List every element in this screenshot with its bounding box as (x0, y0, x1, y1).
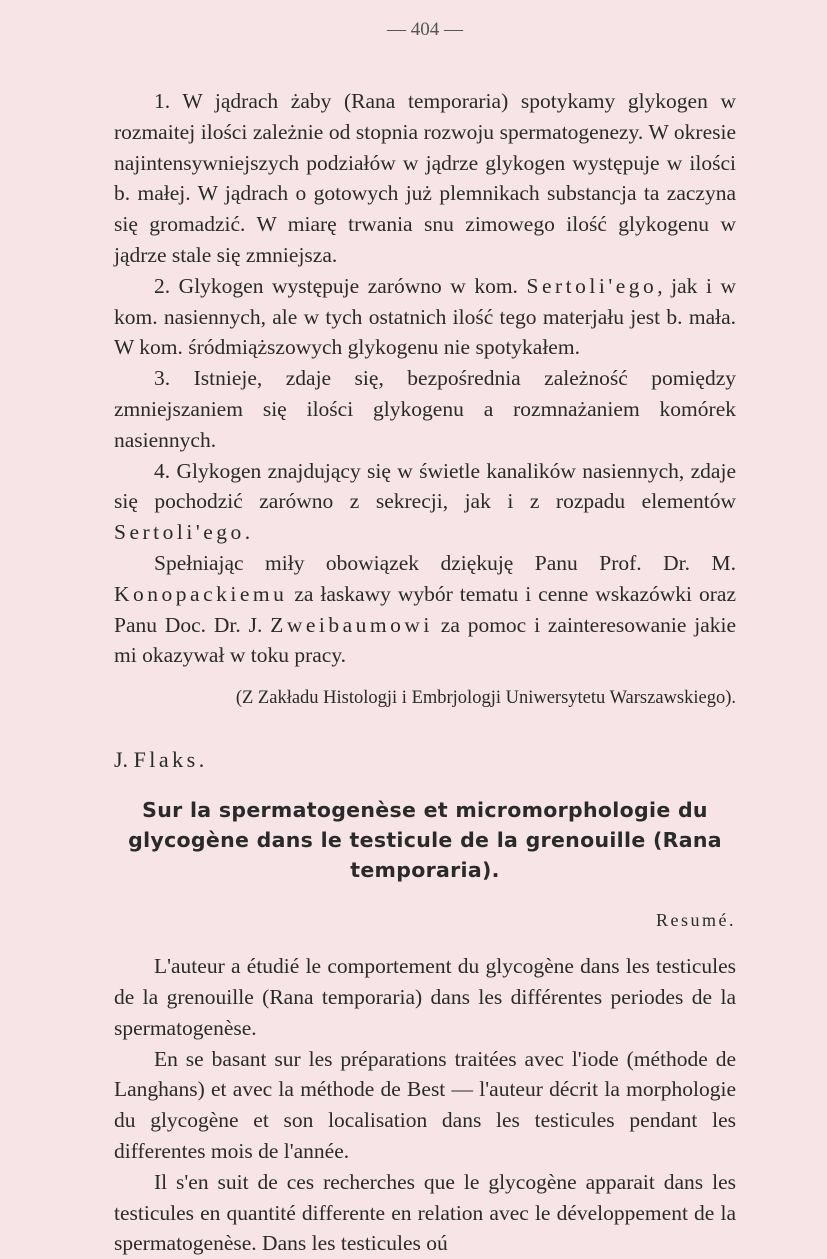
conclusion-1: 1. W jądrach żaby (Rana temporaria) spotykamy glykogen w rozmaitej ilości zależnie od stopnia rozwoju spermatogenezy. W okresie najintensywniejszych podziałów w jądrze glykogen występuje w ilości b. małej. W jądrach o gotowych już plemnikach substancja ta zaczyna się gromadzić. W miarę trwania snu zimowego ilość glykogenu w jądrze stale się zmniejsza. (114, 89, 736, 267)
ack-name-konopacki: Konopackiemu (114, 581, 288, 606)
ack-text-2: za łaskawy wybór tematu i cenne wskazówki oraz Panu Doc. Dr. J. (114, 581, 736, 637)
ack-name-zweibaum: Zweibaumowi (270, 612, 433, 637)
conclusion-2-text-a: 2. Glykogen występuje zarówno w kom. (154, 273, 527, 298)
page-number: — 404 — (387, 19, 463, 40)
conclusion-4 (114, 456, 736, 548)
resume-paragraph-2: En se basant sur les préparations traitées avec l'iode (méthode de Langhans) et avec la méthode de Best — l'auteur décrit la morphologie du glycogène et son localisation dans les testicules pendant les differentes mois de l'année. (114, 1046, 736, 1163)
author-name (114, 745, 736, 775)
french-title: Sur la spermatogenèse et micromorphologie du glycogène dans le testicule de la grenouille (Rana temporaria). (128, 798, 722, 883)
author-surname: Flaks. (133, 747, 208, 773)
resume-label: Resumé. (656, 910, 736, 931)
conclusion-2 (114, 271, 736, 363)
sertoli-name: Sertoli'ego (114, 520, 245, 545)
author-initial: J. (114, 747, 134, 773)
conclusion-4-text-a: 4. Glykogen znajdujący się w świetle kanalików nasiennych, zdaje się pochodzić zarówno z sekrecji, jak i z rozpadu elementów (114, 458, 736, 514)
conclusion-2-text-b: , jak i w kom. nasiennych, ale w tych ostatnich ilość tego materjału jest b. mała. W kom. śródmiąższowych glykogenu nie spotykałem. (114, 273, 736, 360)
resume-paragraph-1: L'auteur a étudié le comportement du glycogène dans les testicules de la grenouille (Rana temporaria) dans les différentes periodes de la spermatogenèse. (114, 954, 736, 1040)
sertoli-name: Sertoli'ego (526, 273, 658, 298)
ack-text-3: za pomoc i zainteresowanie jakie mi okazywał w toku pracy. (114, 612, 737, 668)
document-page (114, 18, 736, 1259)
affiliation: (Z Zakładu Histologji i Embrjologji Uniwersytetu Warszawskiego). (235, 688, 736, 709)
resume-paragraph-3: Il s'en suit de ces recherches que le glycogène apparait dans les testicules en quantité differente en relation avec le développement de la spermatogenèse. Dans les testicules oú (114, 1169, 736, 1256)
conclusion-3: 3. Istnieje, zdaje się, bezpośrednia zależność pomiędzy zmniejszaniem się ilości glykogenu a rozmnażaniem komórek nasiennych. (114, 366, 736, 452)
conclusion-4-text-b: . (244, 520, 251, 545)
acknowledgement (114, 548, 736, 671)
ack-text-1: Spełniając miły obowiązek dziękuję Panu Prof. Dr. M. (154, 550, 736, 575)
